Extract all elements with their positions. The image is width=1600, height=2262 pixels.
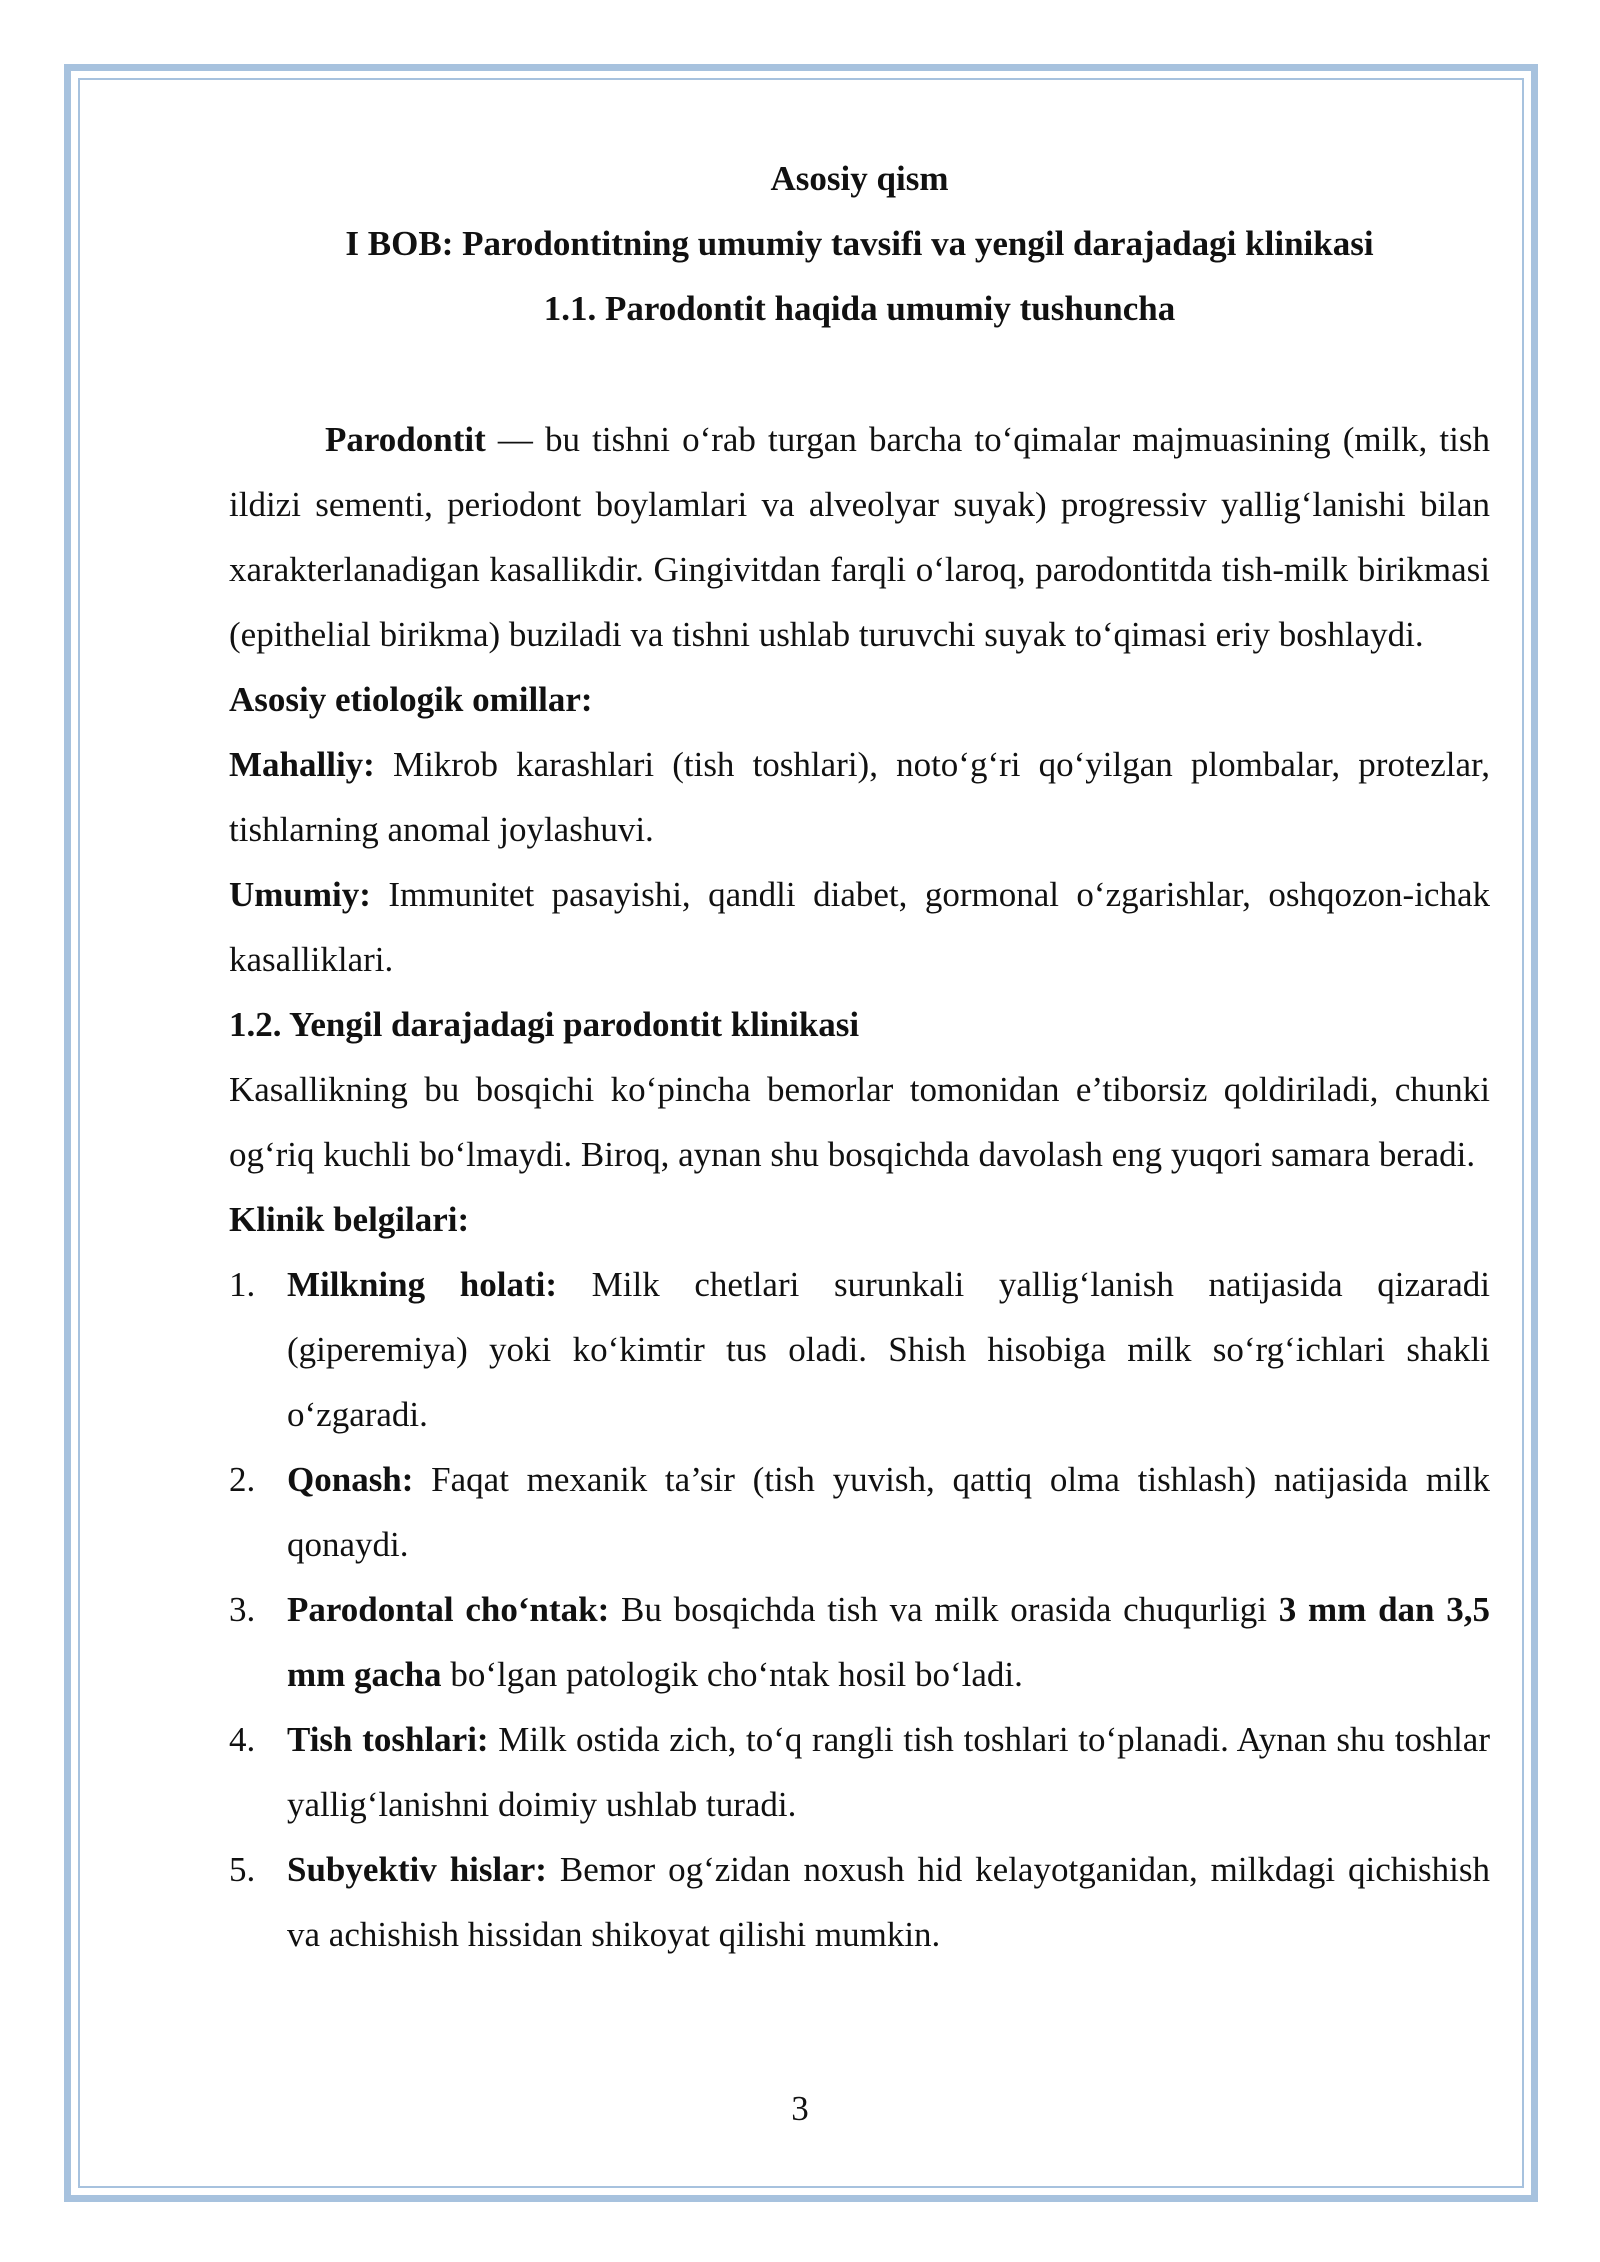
list-item-number: 1. — [229, 1265, 256, 1304]
list-item-text: Milk chetlari surunkali yallig‘lanish natijasida qizaradi (giperemiya) yoki ko‘kimtir tus oladi. Shish hisobiga milk so‘rg‘ichlari shakli o‘zgaradi. — [287, 1265, 1491, 1434]
clinical-signs-heading: Klinik belgilari: — [229, 1200, 470, 1239]
list-item-text: Bu bosqichda tish va milk orasida chuqurligi — [609, 1590, 1279, 1629]
list-item-label: Qonash: — [287, 1460, 414, 1499]
list-item — [229, 1447, 1490, 1577]
etiology-local-label: Mahalliy: — [229, 745, 375, 784]
list-item-text: Milk ostida zich, to‘q rangli tish toshlari to‘planadi. Aynan shu toshlar yallig‘lanishni doimiy ushlab turadi. — [287, 1720, 1490, 1824]
intro-text: — bu tishni o‘rab turgan barcha to‘qimalar majmuasining (milk, tish ildizi sementi, periodont boylamlari va alveolyar suyak) progressiv yallig‘lanishi bilan xarakterlanadigan kasallikdir. Gingivitdan farqli o‘laroq, parodontitda tish-milk birikmasi (epithelial birikma) buziladi va tishni ushlab turuvchi suyak to‘qimasi eriy boshlaydi. — [229, 420, 1490, 654]
list-item-label: Subyektiv hislar: — [287, 1850, 547, 1889]
main-heading: Asosiy qism — [770, 159, 949, 198]
list-item-number: 2. — [229, 1460, 256, 1499]
etiology-general — [229, 862, 1490, 992]
list-item-label: Milkning holati: — [287, 1265, 557, 1304]
list-item — [229, 1837, 1490, 1967]
list-item-number: 5. — [229, 1850, 256, 1889]
document-body — [229, 146, 1490, 1967]
clinical-signs-list — [229, 1252, 1490, 1967]
list-item — [229, 1252, 1490, 1447]
list-item-number: 4. — [229, 1720, 256, 1759]
etiology-general-text: Immunitet pasayishi, qandli diabet, gormonal o‘zgarishlar, oshqozon-ichak kasalliklari. — [229, 875, 1490, 979]
list-item-text-after: bo‘lgan patologik cho‘ntak hosil bo‘ladi. — [441, 1655, 1023, 1694]
intro-term: Parodontit — [325, 420, 486, 459]
etiology-local-text: Mikrob karashlari (tish toshlari), noto‘g‘ri qo‘yilgan plombalar, protezlar, tishlarning anomal joylashuvi. — [229, 745, 1490, 849]
section-2-heading: 1.2. Yengil darajadagi parodontit klinikasi — [229, 1005, 860, 1044]
etiology-heading: Asosiy etiologik omillar: — [229, 680, 593, 719]
list-item-label: Parodontal cho‘ntak: — [287, 1590, 610, 1629]
list-item — [229, 1577, 1490, 1707]
page-number: 3 — [791, 2089, 809, 2128]
list-item-text: Faqat mexanik ta’sir (tish yuvish, qattiq olma tishlash) natijasida milk qonaydi. — [287, 1460, 1490, 1564]
etiology-local — [229, 732, 1490, 862]
list-item-bold-value: 3 mm dan 3,5 mm gacha — [287, 1590, 1490, 1694]
section-2-paragraph: Kasallikning bu bosqichi ko‘pincha bemorlar tomonidan e’tiborsiz qoldiriladi, chunki og‘riq kuchli bo‘lmaydi. Biroq, aynan shu bosqichda davolash eng yuqori samara beradi. — [229, 1070, 1490, 1174]
heading-gap — [229, 341, 1490, 407]
list-item-number: 3. — [229, 1590, 256, 1629]
list-item-label: Tish toshlari: — [287, 1720, 489, 1759]
section-1-heading: 1.1. Parodontit haqida umumiy tushuncha — [543, 289, 1176, 328]
intro-paragraph — [229, 407, 1490, 667]
list-item — [229, 1707, 1490, 1837]
list-item-text: Bemor og‘zidan noxush hid kelayotganidan, milkdagi qichishish va achishish hissidan shikoyat qilishi mumkin. — [287, 1850, 1490, 1954]
etiology-general-label: Umumiy: — [229, 875, 371, 914]
chapter-heading: I BOB: Parodontitning umumiy tavsifi va yengil darajadagi klinikasi — [345, 224, 1374, 263]
